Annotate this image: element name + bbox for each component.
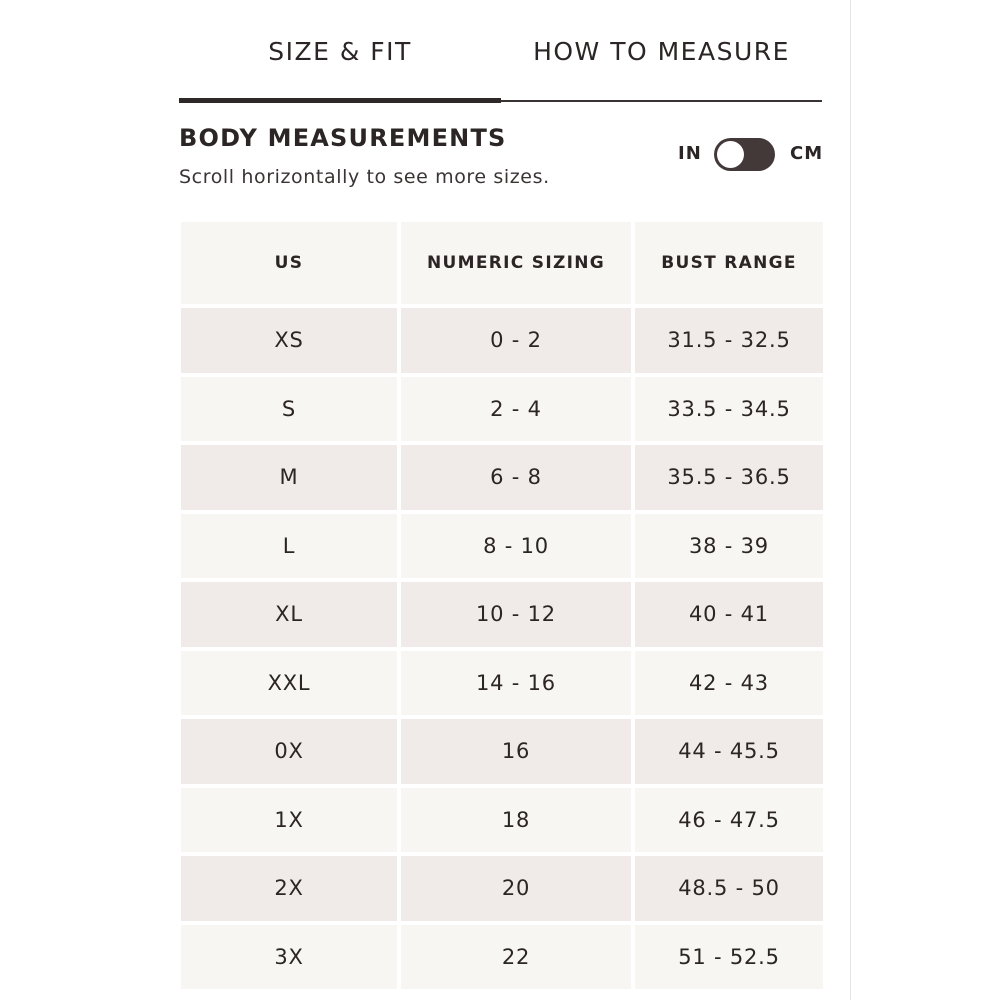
table-row [181, 788, 823, 853]
size-guide-tabs [179, 22, 822, 84]
table-row [181, 445, 823, 510]
size-cell-numeric: 16 [401, 719, 631, 784]
size-cell-us: XXL [181, 651, 397, 716]
table-row [181, 377, 823, 442]
size-cell-bust: 33.5 - 34.5 [635, 377, 823, 442]
unit-switch[interactable] [714, 138, 775, 171]
tab-how-to-measure[interactable]: HOW TO MEASURE [533, 36, 790, 66]
unit-label-in[interactable]: IN [678, 143, 702, 164]
size-cell-numeric: 18 [401, 788, 631, 853]
table-row [181, 514, 823, 579]
table-header-row [181, 222, 823, 304]
section-title: BODY MEASUREMENTS [179, 124, 507, 152]
size-cell-bust: 46 - 47.5 [635, 788, 823, 853]
table-row [181, 719, 823, 784]
size-cell-bust: 38 - 39 [635, 514, 823, 579]
size-cell-numeric: 2 - 4 [401, 377, 631, 442]
header-cell-numeric-sizing: NUMERIC SIZING [401, 222, 631, 304]
active-tab-indicator [179, 98, 501, 103]
size-cell-us: 0X [181, 719, 397, 784]
size-cell-us: S [181, 377, 397, 442]
size-cell-us: 3X [181, 925, 397, 990]
size-cell-numeric: 0 - 2 [401, 308, 631, 373]
size-cell-bust: 44 - 45.5 [635, 719, 823, 784]
header-cell-bust-range: BUST RANGE [635, 222, 823, 304]
size-cell-us: XS [181, 308, 397, 373]
size-cell-bust: 40 - 41 [635, 582, 823, 647]
size-cell-bust: 31.5 - 32.5 [635, 308, 823, 373]
size-cell-numeric: 14 - 16 [401, 651, 631, 716]
size-cell-us: XL [181, 582, 397, 647]
unit-toggle [676, 136, 826, 174]
switch-knob [717, 141, 744, 168]
size-cell-numeric: 20 [401, 856, 631, 921]
size-cell-bust: 35.5 - 36.5 [635, 445, 823, 510]
unit-label-cm[interactable]: CM [790, 143, 824, 164]
panel-right-border [850, 0, 851, 1000]
table-row [181, 308, 823, 373]
size-cell-us: 1X [181, 788, 397, 853]
size-cell-us: M [181, 445, 397, 510]
section-subtitle: Scroll horizontally to see more sizes. [179, 166, 550, 188]
size-cell-numeric: 8 - 10 [401, 514, 631, 579]
size-cell-us: 2X [181, 856, 397, 921]
table-row [181, 856, 823, 921]
size-cell-numeric: 22 [401, 925, 631, 990]
table-row [181, 651, 823, 716]
tab-size-and-fit[interactable]: SIZE & FIT [268, 36, 412, 66]
table-row [181, 582, 823, 647]
size-cell-numeric: 6 - 8 [401, 445, 631, 510]
header-cell-us: US [181, 222, 397, 304]
size-cell-us: L [181, 514, 397, 579]
table-row [181, 925, 823, 990]
size-cell-bust: 48.5 - 50 [635, 856, 823, 921]
size-cell-numeric: 10 - 12 [401, 582, 631, 647]
size-cell-bust: 42 - 43 [635, 651, 823, 716]
size-cell-bust: 51 - 52.5 [635, 925, 823, 990]
